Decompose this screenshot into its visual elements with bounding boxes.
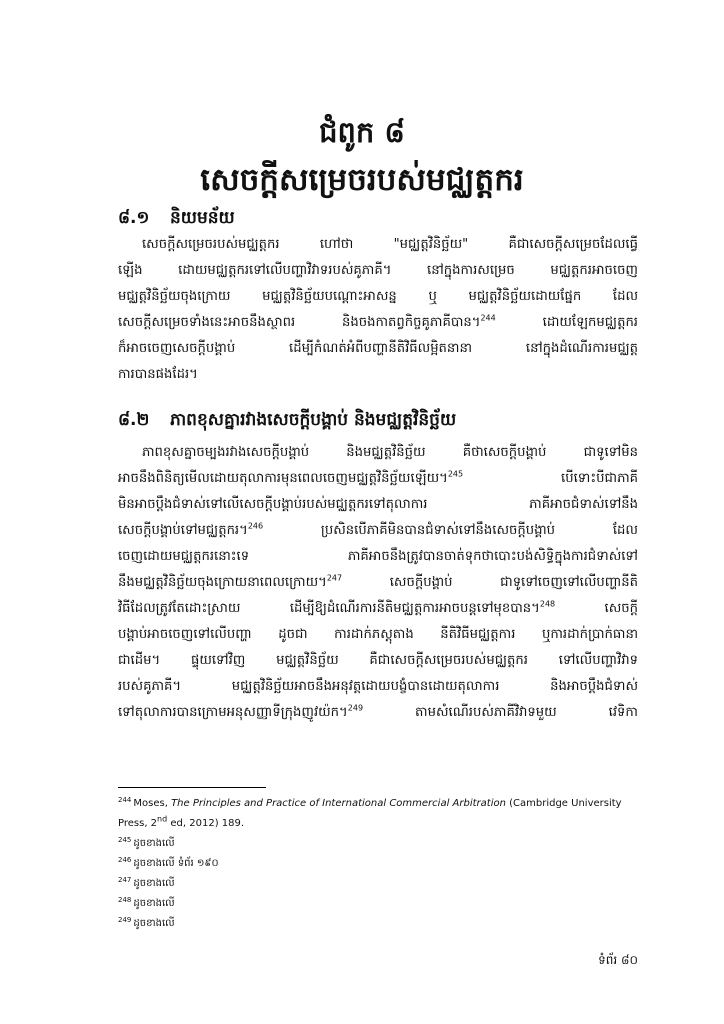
text-line: សេចក្ដីសម្រេចរបស់មជ្ឈត្តករ ហៅថា "មជ្ឈត្តវិនិច្ឆ័យ" គឺជាសេចក្ដីសម្រេចដែលធ្វើ <box>142 237 638 252</box>
paragraph-difference <box>118 440 638 726</box>
text-line: ទៅតុលាការបានក្រោមអនុសញ្ញាទីក្រុងញូវយ៉ក។$^{249}$ តាមសំណើរបស់ភាគីវិវាទមួយ វេទិកា <box>118 703 638 720</box>
text-line: របស់គូភាគី។ មជ្ឈត្តវិនិច្ឆ័យអាចនឹងអនុវត្តដោយបង្ខំបានដោយតុលាការ និងអាចប្ដឹងជំទាស់ <box>118 679 638 694</box>
text-line: ក៏អាចចេញសេចក្ដីបង្គាប់ ដើម្បីកំណត់អំពីបញ្ហានីតិវិធីលម្អិតនានា នៅក្នុងដំណើរការមជ្ឈត្ត <box>118 341 638 356</box>
footnotes <box>118 794 638 934</box>
footnote-ref[interactable]: 249 <box>347 703 364 713</box>
text-line: ជាដើម។ ផ្ទុយទៅវិញ មជ្ឈត្តវិនិច្ឆ័យ គឺជាសេចក្ដីសម្រេចរបស់មជ្ឈត្តករ ទៅលើបញ្ហាវិវាទ <box>118 653 638 668</box>
footnote-247: $^{247}$ ដូចខាងលើ <box>118 875 175 889</box>
text-line: អាចនឹងពិនិត្យមើលដោយតុលាការមុនពេលចេញមជ្ឈត្តវិនិច្ឆ័យឡើយ។$^{245}$ បើទោះបីជាភាគី <box>118 469 638 486</box>
text-line: សេចក្ដីបង្គាប់ទៅមជ្ឈត្តករ។$^{246}$ ប្រសិនបើភាគីមិនបានជំទាស់ទៅនឹងសេចក្ដីបង្គាប់ ដែល <box>118 521 638 538</box>
footnote-249: $^{249}$ ដូចខាងលើ <box>118 915 175 929</box>
section-heading-8-1 <box>118 204 638 232</box>
text-line: ការបានផងដែរ។ <box>118 367 198 382</box>
text-line: វិធីដែលត្រូវតែដោះស្រាយ ដើម្បីឱ្យដំណើរការនីតិមជ្ឈត្តការអាចបន្តទៅមុខបាន។$^{248}$ សេចក្ដី <box>118 599 638 616</box>
footnote-244-cont: Press, 2nd ed, 2012) 189. <box>118 814 245 829</box>
chapter-number: ជំពូក ៨ <box>319 115 405 149</box>
text-line: មិនអាចប្ដឹងជំទាស់ទៅលើសេចក្ដីបង្គាប់របស់មជ្ឈត្តករទៅតុលាការ ភាគីអាចជំទាស់ទៅនឹង <box>118 497 638 512</box>
page-number: ទំព័រ ៨០ <box>598 953 638 967</box>
section-title: និយមន័យ <box>170 208 235 228</box>
text-line: ឡើង ដោយមជ្ឈត្តករទៅលើបញ្ហាវិវាទរបស់គូភាគី។ នៅក្នុងការសម្រេច មជ្ឈត្តករអាចចេញ <box>118 263 638 278</box>
footnote-ref[interactable]: 248 <box>539 599 556 609</box>
text-line: ចេញដោយមជ្ឈត្តករនោះទេ ភាគីអាចនឹងត្រូវបានចាត់ទុកថាបោះបង់សិទ្ធិក្នុងការជំទាស់ទៅ <box>118 549 638 564</box>
section-heading-8-2 <box>118 406 638 434</box>
footnote-246: $^{246}$ ដូចខាងលើ ទំព័រ ១៩០ <box>118 855 219 869</box>
footnote-244: $^{244}$ Moses, The Principles and Practice of International Commercial Arbitration (Cambridge University <box>118 795 622 809</box>
footnote-ref[interactable]: 245 <box>447 469 464 479</box>
footnote-ref[interactable]: 247 <box>326 573 343 583</box>
footnote-ref[interactable]: 246 <box>247 521 264 531</box>
footnote-245: $^{245}$ ដូចខាងលើ <box>118 835 175 849</box>
section-number: ៨.១ <box>118 208 150 228</box>
text-line: មជ្ឈត្តវិនិច្ឆ័យចុងក្រោយ មជ្ឈត្តវិនិច្ឆ័យបណ្ដោះអាសន្ន ឬ មជ្ឈត្តវិនិច្ឆ័យដោយផ្នែក ដែល <box>118 289 638 304</box>
section-number: ៨.២ <box>118 410 150 430</box>
text-line: បង្គាប់អាចចេញទៅលើបញ្ហា ដូចជា ការដាក់ភស្តុតាង នីតិវិធីមជ្ឈត្តការ ឬការដាក់ប្រាក់ធានា <box>118 627 638 642</box>
text-line: នឹងមជ្ឈត្តវិនិច្ឆ័យចុងក្រោយនាពេលក្រោយ។$^{247}$ សេចក្ដីបង្គាប់ ជាទូទៅចេញទៅលើបញ្ហានីតិ <box>118 573 638 590</box>
text-line: សេចក្ដីសម្រេចទាំងនេះអាចនឹងស្ថាពរ និងចងកាតព្វកិច្ចគូភាគីបាន។$^{244}$ ដោយឡែកមជ្ឈត្តករ <box>118 313 638 330</box>
text-line: ភាពខុសគ្នាចម្បងរវាងសេចក្ដីបង្គាប់ និងមជ្ឈត្តវិនិច្ឆ័យ គឺថាសេចក្ដីបង្គាប់ ជាទូទៅមិន <box>142 445 638 460</box>
footnote-divider <box>118 787 266 788</box>
paragraph-definition <box>118 232 638 388</box>
footnote-248: $^{248}$ ដូចខាងលើ <box>118 895 175 909</box>
section-title: ភាពខុសគ្នារវាងសេចក្ដីបង្គាប់ និងមជ្ឈត្តវិនិច្ឆ័យ <box>170 410 457 430</box>
chapter-title: សេចក្ដីសម្រេចរបស់មជ្ឈត្តករ <box>200 162 524 198</box>
footnote-ref[interactable]: 244 <box>480 313 496 323</box>
